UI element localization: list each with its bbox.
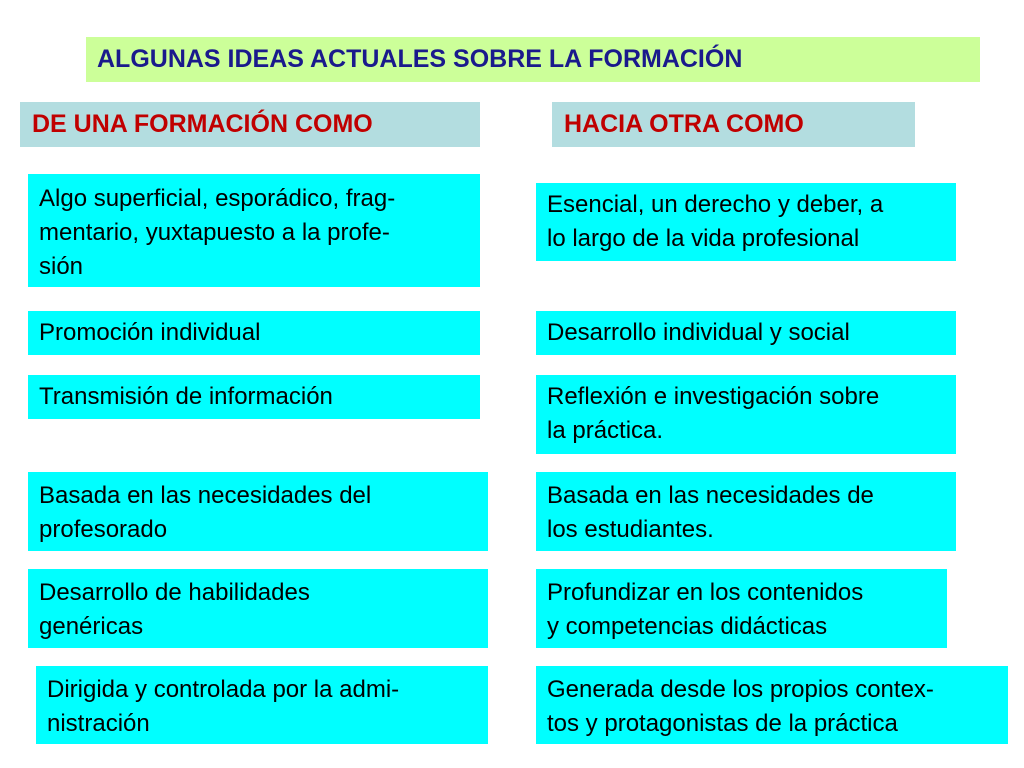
text-line: y competencias didácticas	[547, 613, 828, 640]
text-line: la práctica.	[547, 417, 664, 444]
from-item-habilidades	[28, 569, 488, 648]
header-from: DE UNA FORMACIÓN COMO	[20, 102, 480, 147]
from-item-transmision	[28, 375, 480, 419]
text-line: Generada desde los propios contex-	[547, 676, 934, 703]
text-line: tos y protagonistas de la práctica	[547, 710, 898, 737]
text-line: los estudiantes.	[547, 516, 714, 543]
to-item-reflexion	[536, 375, 956, 454]
text-line: Basada en las necesidades de	[547, 482, 874, 509]
from-item-dirigida	[36, 666, 488, 744]
text-line: Desarrollo individual y social	[547, 319, 850, 346]
text-line: Transmisión de información	[39, 383, 333, 410]
text-line: Basada en las necesidades del	[39, 482, 372, 509]
to-item-esencial	[536, 183, 956, 261]
text-line: Promoción individual	[39, 319, 261, 346]
text-line: Dirigida y controlada por la admi-	[47, 676, 400, 703]
text-line: Desarrollo de habilidades	[39, 579, 310, 606]
text-line: Esencial, un derecho y deber, a	[547, 191, 884, 218]
from-item-necesidades-profesorado	[28, 472, 488, 551]
to-item-profundizar	[536, 569, 947, 648]
to-item-necesidades-estudiantes	[536, 472, 956, 551]
text-line: Profundizar en los contenidos	[547, 579, 864, 606]
text-line: profesorado	[39, 516, 168, 543]
text-line: mentario, yuxtapuesto a la profe-	[39, 219, 390, 246]
to-item-desarrollo	[536, 311, 956, 355]
from-item-superficial	[28, 174, 480, 287]
text-line: Algo superficial, esporádico, frag-	[39, 185, 396, 212]
text-line: Reflexión e investigación sobre	[547, 383, 880, 410]
header-to: HACIA OTRA COMO	[552, 102, 915, 147]
text-line: sión	[39, 253, 84, 280]
text-line: lo largo de la vida profesional	[547, 225, 860, 252]
to-item-generada	[536, 666, 1008, 744]
text-line: genéricas	[39, 613, 144, 640]
text-line: nistración	[47, 710, 150, 737]
slide-title: ALGUNAS IDEAS ACTUALES SOBRE LA FORMACIÓN	[86, 37, 980, 82]
from-item-promocion	[28, 311, 480, 355]
